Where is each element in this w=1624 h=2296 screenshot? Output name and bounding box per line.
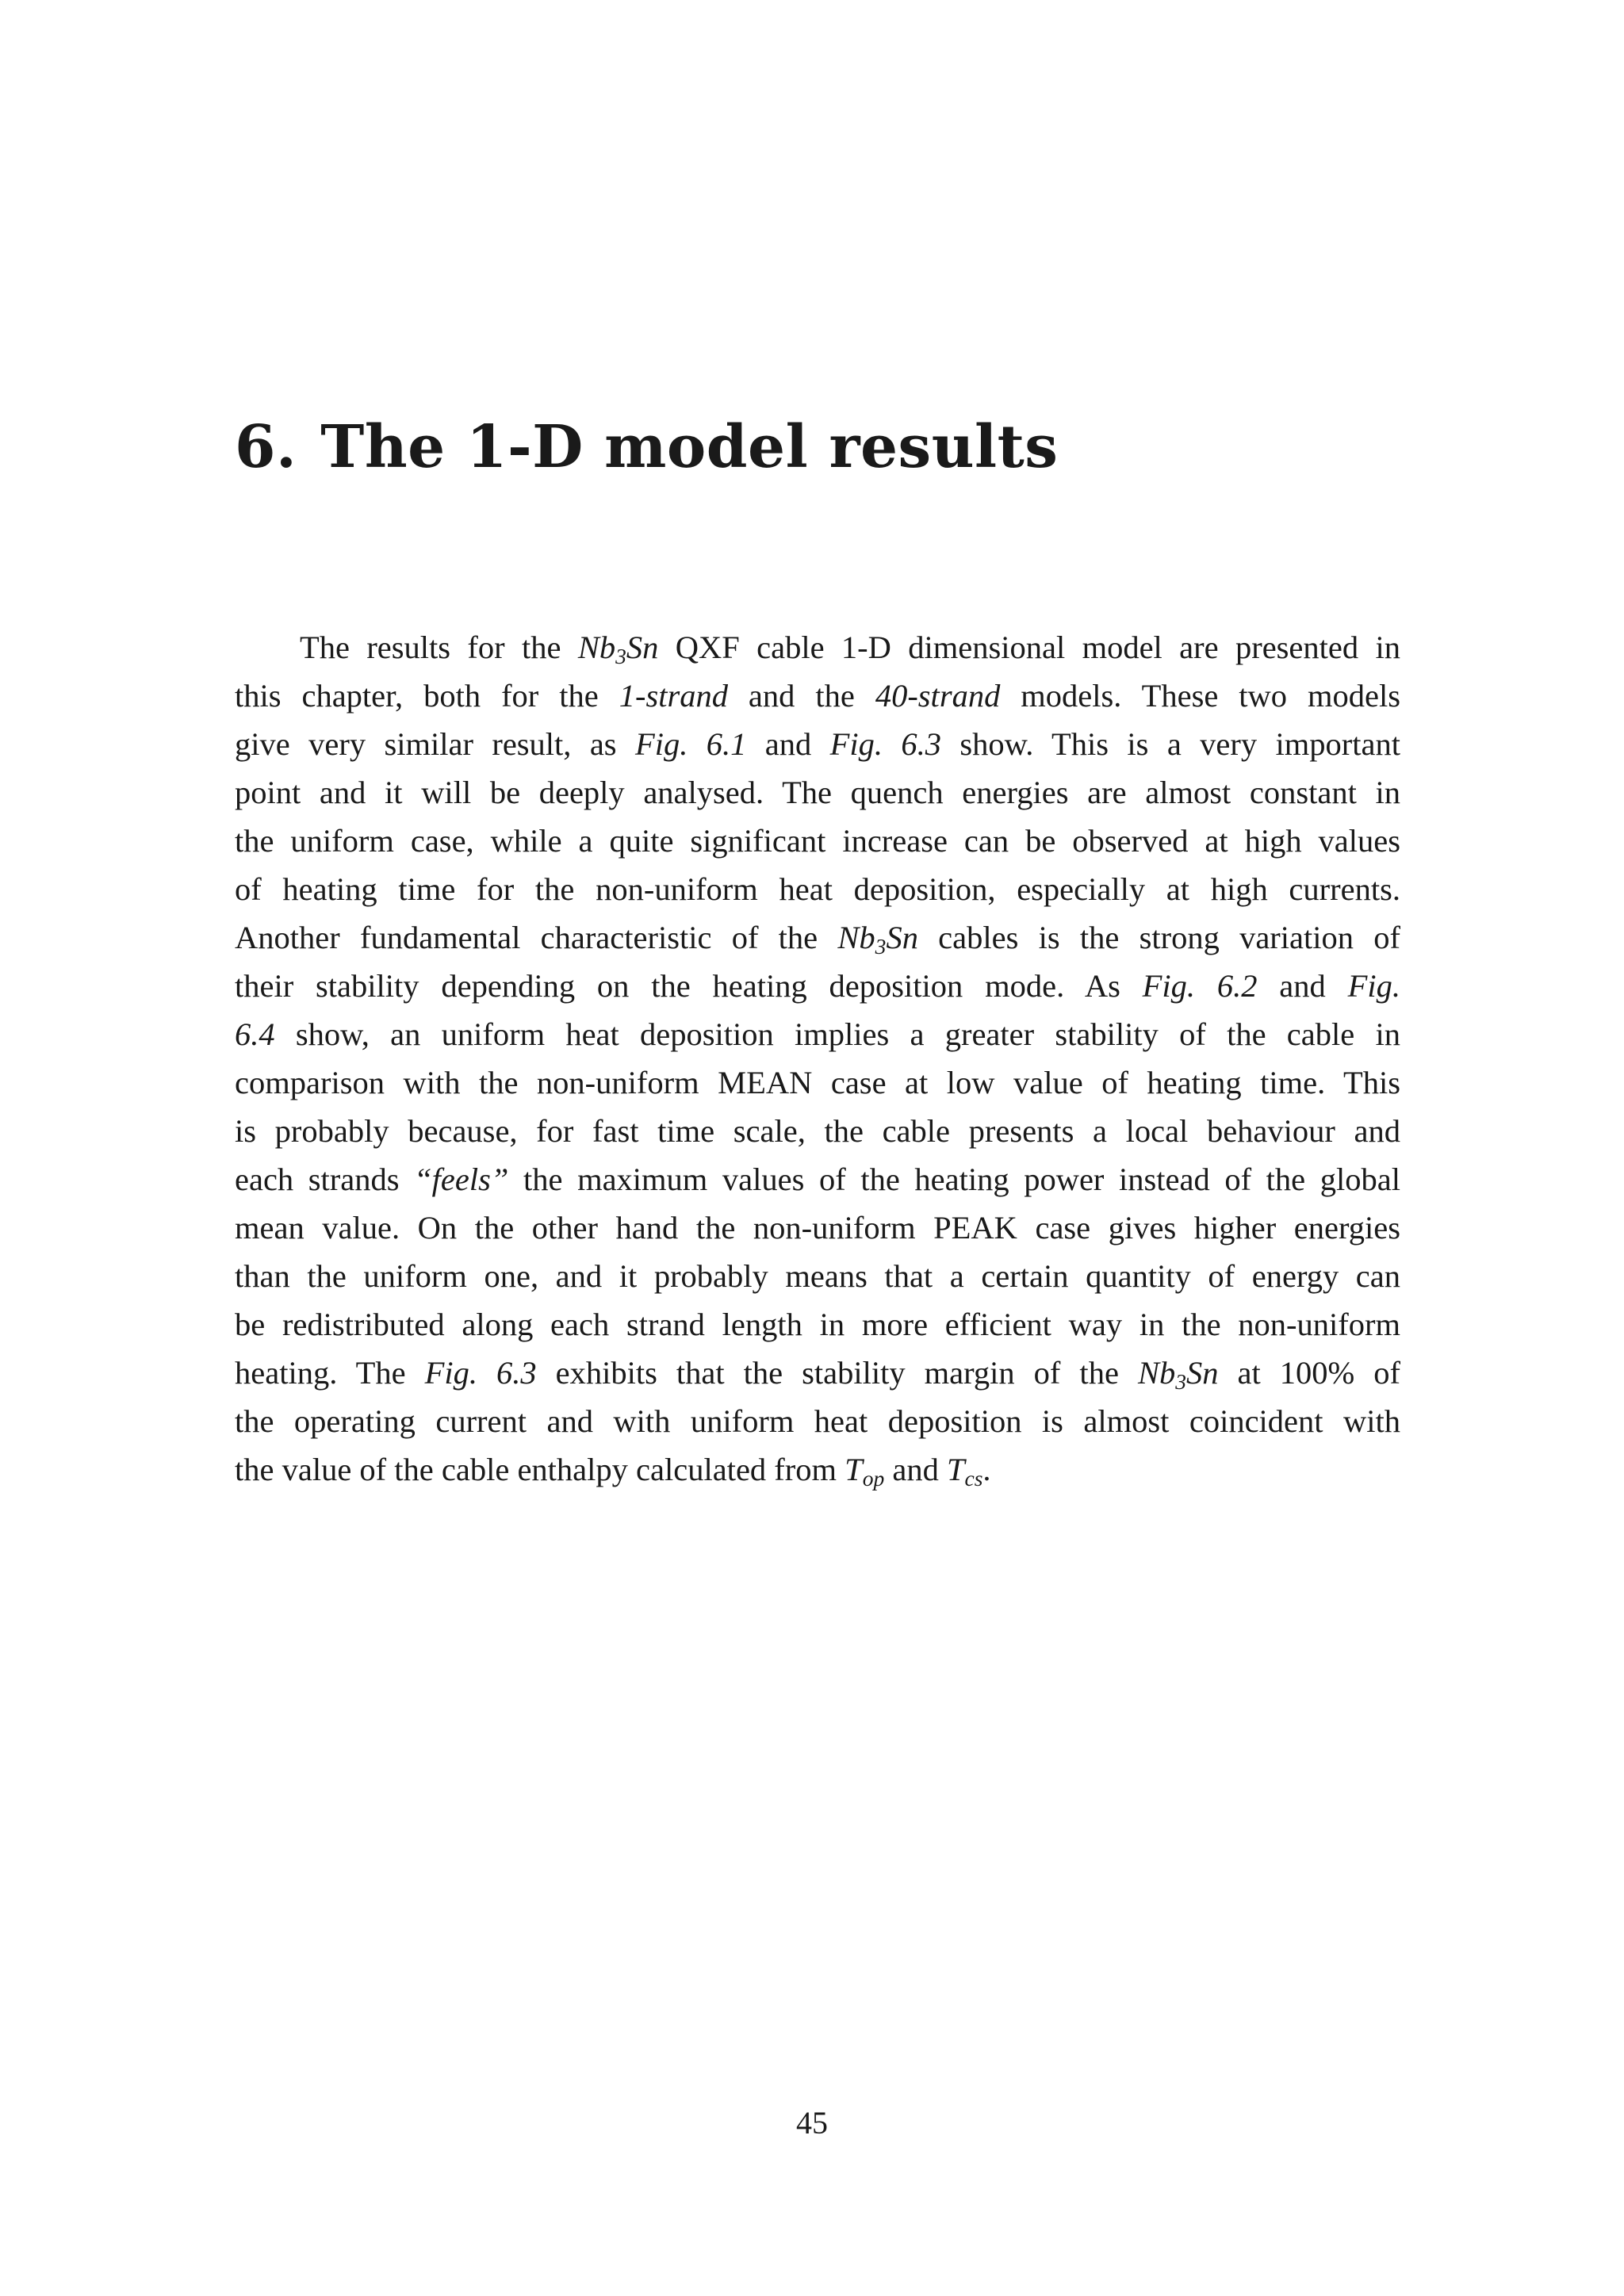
chemical-formula: $Nb_3Sn$ — [837, 920, 918, 959]
text-line: mean value. On the other hand the non-uniform PEAK case gives higher energies — [235, 1210, 1400, 1246]
text-line: give very similar result, as Fig. 6.1 and Fig. 6.3 show. This is a very important — [235, 726, 1401, 762]
text-line: is probably because, for fast time scale, the cable presents a local behaviour and — [235, 1113, 1400, 1149]
text-line: the value of the cable enthalpy calculated from $T_{op}$ and $T_{cs}$. — [235, 1452, 991, 1490]
figure-reference: Fig. 6.3 — [424, 1355, 537, 1391]
text-line: the uniform case, while a quite significant increase can be observed at high values — [235, 823, 1400, 859]
page-number: 45 — [796, 2105, 828, 2141]
text-line: 6.4 show, an uniform heat deposition implies a greater stability of the cable in — [235, 1016, 1400, 1052]
figure-reference: Fig. 6.1 — [634, 726, 747, 762]
text-line: their stability depending on the heating deposition mode. As Fig. 6.2 and Fig. — [235, 968, 1400, 1004]
text-line: Another fundamental characteristic of the $Nb_3Sn$ cables is the strong variation of — [235, 920, 1400, 959]
chapter-number: 6. — [235, 413, 297, 481]
text-line: point and it will be deeply analysed. The quench energies are almost constant in — [235, 775, 1400, 810]
math-symbol: $T_{cs}$ — [946, 1452, 983, 1490]
math-symbol: $T_{op}$ — [845, 1452, 885, 1490]
figure-reference: Fig. — [1347, 968, 1400, 1004]
chapter-title: The 1-D model results — [320, 413, 1059, 481]
figure-reference: 6.4 — [235, 1016, 275, 1052]
text-line: heating. The Fig. 6.3 exhibits that the stability margin of the $Nb_3Sn$ at 100% of — [235, 1355, 1400, 1394]
model-name: 1-strand — [619, 678, 728, 714]
text-line: each strands “feels” the maximum values of the heating power instead of the global — [235, 1161, 1400, 1197]
figure-reference: Fig. 6.3 — [829, 726, 941, 762]
body-paragraph — [235, 623, 1400, 1494]
figure-reference: Fig. 6.2 — [1142, 968, 1258, 1004]
model-name: 40-strand — [875, 678, 1001, 714]
text-line: of heating time for the non-uniform heat deposition, especially at high currents. — [235, 871, 1400, 907]
text-line: the operating current and with uniform heat deposition is almost coincident with — [235, 1403, 1400, 1439]
chemical-formula: $Nb_3Sn$ — [1137, 1355, 1219, 1394]
chapter-heading — [235, 409, 1058, 485]
quoted-term: “feels” — [414, 1161, 509, 1197]
text-line: this chapter, both for the 1-strand and the 40-strand models. These two models — [235, 678, 1400, 714]
text-line: than the uniform one, and it probably means that a certain quantity of energy can — [235, 1258, 1400, 1294]
text-line: comparison with the non-uniform MEAN case at low value of heating time. This — [235, 1065, 1400, 1100]
text-line: The results for the $Nb_3Sn$ QXF cable 1-D dimensional model are presented in — [300, 629, 1400, 668]
chemical-formula: $Nb_3Sn$ — [577, 629, 659, 668]
text-line: be redistributed along each strand length in more efficient way in the non-uniform — [235, 1307, 1400, 1342]
